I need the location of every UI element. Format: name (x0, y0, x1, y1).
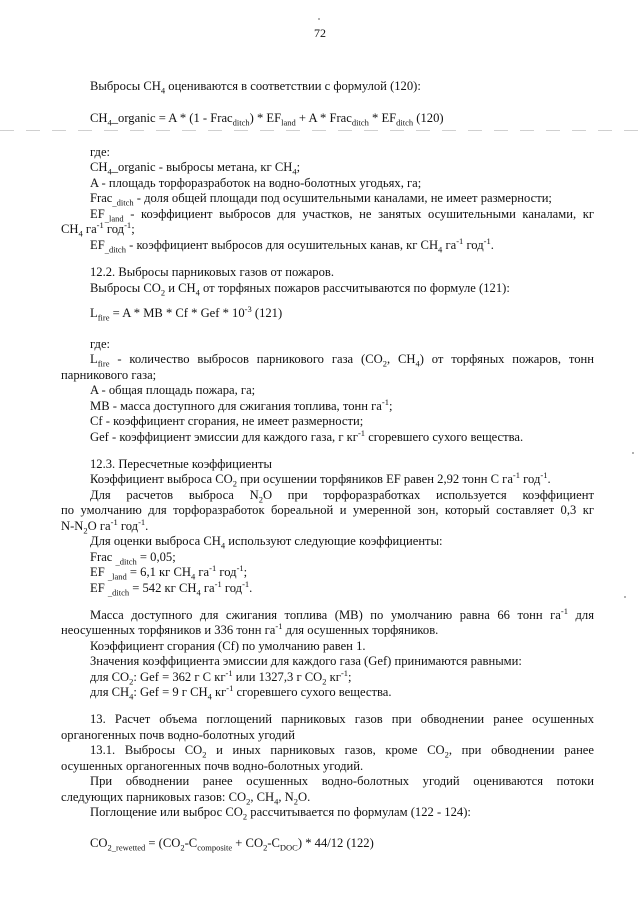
text-line-l42: $CO_{2\_rewetted} = (CO_2-C_{composite} + CO_2-C_{DOC}) * 44/12$ (122) (90, 836, 374, 853)
text-line-l38: осушенных органогенных почв водно-болотных угодий. (61, 759, 364, 773)
text-line-l30: неосушенных торфяников и 336 тонн $га^{-1}$ для осушенных торфяников. (61, 620, 439, 637)
text-line-l41: Поглощение или выброс $CO_2$ рассчитывается по формулам (122 - 124): (90, 805, 471, 822)
text-line-l35: 13. Расчет объема поглощений парниковых газов при обводнении ранее осушенных (90, 712, 594, 726)
text-line-l22: Для расчетов выброса $N_2O$ при торфоразработках используется коэффициент (90, 488, 595, 505)
text-line-l14: $L_{fire}$ - количество выбросов парникового газа ($CO_2$, $CH_4$) от торфяных пожаров, тонн (90, 352, 594, 369)
text-line-l06: Frac$_{\_ditch}$ - доля общей площади под осушительными каналами, не имеет размерности; (90, 191, 552, 208)
text-line-l28: EF $_{\_ditch}$ = 542 кг $CH_4$ $га^{-1}$ год$^{-1}$. (90, 578, 253, 598)
text-line-l27: EF $_{\_land}$ = 6,1 кг $CH_4$ $га^{-1}$ год$^{-1}$; (90, 562, 248, 582)
text-line-l04: $CH_4\_organic$ - выбросы метана, кг $CH_4$; (90, 160, 301, 177)
text-line-l23: по умолчанию для торфоразработок бореальной и умеренной зон, который составляет 0,3 кг (61, 503, 594, 517)
text-line-l01: Выбросы $CH_4$ оцениваются в соответствии с формулой (120): (90, 79, 421, 96)
text-line-l39: При обводнении ранее осушенных водно-болотных угодий оцениваются потоки (90, 774, 594, 788)
text-line-l05: A - площадь торфоразработок на водно-болотных угодьях, га; (90, 176, 422, 190)
scan-speck (632, 452, 634, 454)
text-line-l32: Значения коэффициента эмиссии для каждого газа (Gef) принимаются равными: (90, 654, 522, 668)
text-line-l36: органогенных почв водно-болотных угодий (61, 728, 296, 742)
text-line-l20: 12.3. Пересчетные коэффициенты (90, 457, 272, 471)
text-line-l03: где: (90, 145, 111, 159)
text-line-l19: Gef - коэффициент эмиссии для каждого газа, г $кг^{-1}$ сгоревшего сухого вещества. (90, 427, 524, 444)
text-line-l17: MB - масса доступного для сжигания топлива, тонн $га^{-1}$; (90, 396, 393, 413)
page-number: 72 (314, 26, 326, 40)
text-line-l25: Для оценки выброса $CH_4$ используют следующие коэффициенты: (90, 534, 443, 551)
text-line-l34: для $CH_4$: Gef = 9 г $CH_4$ $кг^{-1}$ сгоревшего сухого вещества. (90, 682, 392, 702)
text-line-l33: для $CO_2$: Gef = 362 г C $кг^{-1}$ или 1327,3 г $CO_2$ $кг^{-1}$; (90, 667, 352, 687)
text-line-l24: $N-N_2O$ $га^{-1}$ год$^{-1}$. (61, 516, 149, 536)
scan-artifact-line (0, 130, 640, 131)
text-line-l12: $L_{fire} = A$ * MB * Cf * Gef * $10^{-3}$ (121) (90, 303, 283, 323)
scan-speck (318, 18, 320, 20)
text-line-l16: A - общая площадь пожара, га; (90, 383, 256, 397)
text-line-l26: Frac $_{\_ditch}$ = 0,05; (90, 550, 176, 567)
text-line-l11: Выбросы $CO_2$ и $CH_4$ от торфяных пожаров рассчитываются по формуле (121): (90, 281, 510, 298)
text-line-l37: 13.1. Выбросы $CO_2$ и иных парниковых газов, кроме $CO_2$, при обводнении ранее (90, 743, 594, 760)
text-line-l10: 12.2. Выбросы парниковых газов от пожаров. (90, 265, 334, 279)
text-line-l08: $CH_4$ $га^{-1}$ год$^{-1}$; (61, 219, 135, 239)
text-line-l15: парникового газа; (61, 368, 157, 382)
text-line-l13: где: (90, 337, 111, 351)
text-line-l29: Масса доступного для сжигания топлива (MB) по умолчанию равна 66 тонн $га^{-1}$ для (90, 605, 594, 622)
text-line-l31: Коэффициент сгорания (Cf) по умолчанию равен 1. (90, 639, 366, 653)
scan-speck (624, 596, 626, 598)
text-line-l09: $EF_{\_ditch}$ - коэффициент выбросов для осушительных канав, кг $CH_4$ $га^{-1}$ год$^{-1}$. (90, 235, 494, 255)
text-line-l02: $CH_4\_organic = A * (1$ - Frac$_{ditch}$) * $EF_{land} + A$ * Frac$_{ditch}$ * $EF_{ditch}$ (120) (90, 111, 444, 128)
text-line-l07: $EF_{\_land}$ - коэффициент выбросов для участков, не занятых осушительными каналами, кг (90, 207, 594, 224)
text-line-l18: Cf - коэффициент сгорания, не имеет размерности; (90, 414, 364, 428)
text-line-l40: следующих парниковых газов: $CO_2$, $CH_4$, $N_2O$. (61, 790, 311, 807)
text-line-l21: Коэффициент выброса $CO_2$ при осушении торфяников EF равен 2,92 тонн C $га^{-1}$ год$^{-1}$. (90, 469, 551, 489)
